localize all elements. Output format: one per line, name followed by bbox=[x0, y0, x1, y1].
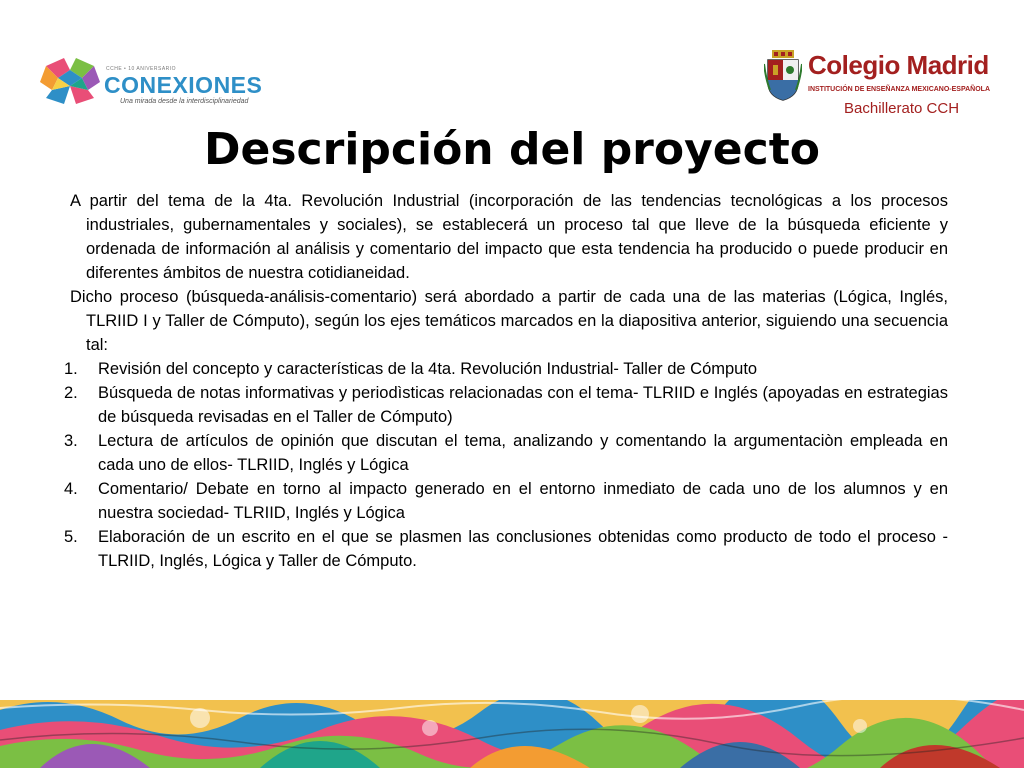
slide-title: Descripción del proyecto bbox=[204, 124, 820, 175]
list-item-text: Búsqueda de notas informativas y periodìsticas relacionadas con el tema- TLRIID e Inglés (apoyadas en estrategias de búsqueda revisadas en el Taller de Cómputo) bbox=[98, 384, 948, 426]
colegio-madrid-program: Bachillerato CCH bbox=[844, 100, 960, 117]
coat-of-arms-icon bbox=[764, 50, 802, 102]
list-item bbox=[64, 357, 948, 381]
conexiones-emblem-icon bbox=[40, 58, 100, 106]
conexiones-anniversary-text: CCHE • 10 ANIVERSARIO bbox=[106, 66, 177, 72]
list-item bbox=[64, 525, 948, 573]
list-item-number: 5. bbox=[64, 528, 78, 546]
intro-paragraph: A partir del tema de la 4ta. Revolución Industrial (incorporación de las tendencias tecnológicas a los procesos industriales, gubernamentales y sociales), se establecerá un proceso tal que lleve de la búsqueda eficiente y ordenada de información al análisis y comentario del impacto que esta tendencia ha producido o puede producir en diferentes ámbitos de nuestra cotidianeidad. bbox=[70, 192, 948, 282]
colegio-madrid-institution: INSTITUCIÓN DE ENSEÑANZA MEXICANO-ESPAÑOLA bbox=[808, 86, 991, 93]
list-item bbox=[64, 381, 948, 429]
colegio-madrid-title: Colegio Madrid bbox=[808, 50, 989, 80]
decorative-footer-band bbox=[0, 700, 1024, 768]
process-paragraph: Dicho proceso (búsqueda-análisis-comentario) será abordado a partir de cada una de las materias (Lógica, Inglés, TLRIID I y Taller de Cómputo), según los ejes temáticos marcados en la diapositiva anterior, siguiendo una secuencia tal: bbox=[70, 288, 948, 354]
conexiones-subtitle: Una mirada desde la interdisciplinariedad bbox=[120, 98, 249, 105]
conexiones-logo bbox=[40, 52, 280, 112]
list-item-text: Elaboración de un escrito en el que se plasmen las conclusiones obtenidas como producto de todo el proceso -TLRIID, Inglés, Lógica y Taller de Cómputo. bbox=[98, 528, 948, 570]
list-item bbox=[64, 477, 948, 525]
list-item-text: Comentario/ Debate en torno al impacto generado en el entorno inmediato de cada uno de los alumnos y en nuestra sociedad- TLRIID, Inglés y Lógica bbox=[98, 480, 948, 522]
list-item bbox=[64, 429, 948, 477]
list-item-number: 1. bbox=[64, 360, 78, 378]
list-item-text: Lectura de artículos de opinión que discutan el tema, analizando y comentando la argumentaciòn empleada en cada uno de ellos- TLRIID, Inglés y Lógica bbox=[98, 432, 948, 474]
steps-list bbox=[64, 357, 948, 573]
list-item-number: 2. bbox=[64, 384, 78, 402]
list-item-text: Revisión del concepto y características de la 4ta. Revolución Industrial- Taller de Cómputo bbox=[98, 360, 758, 378]
colegio-madrid-logo bbox=[764, 48, 991, 120]
mosaic-pattern-icon bbox=[0, 700, 1024, 768]
conexiones-title: CONEXIONES bbox=[104, 72, 263, 98]
slide-body bbox=[64, 189, 948, 573]
list-item-number: 4. bbox=[64, 480, 78, 498]
list-item-number: 3. bbox=[64, 432, 78, 450]
